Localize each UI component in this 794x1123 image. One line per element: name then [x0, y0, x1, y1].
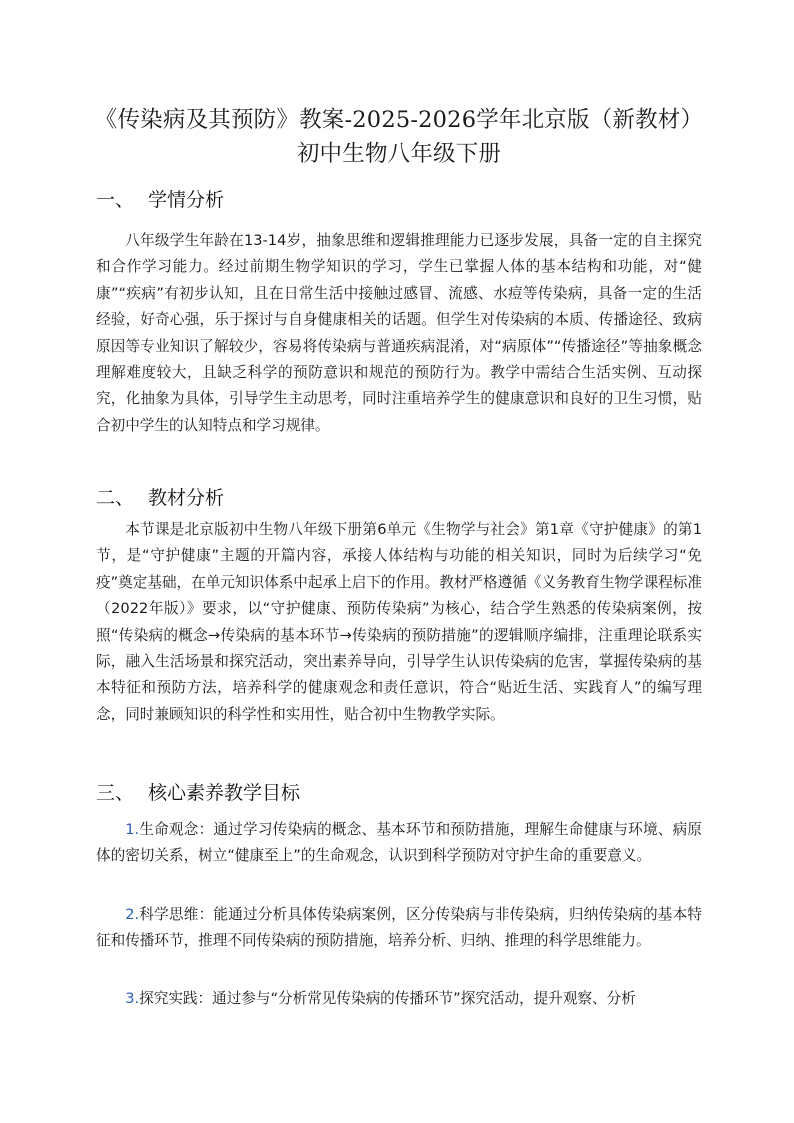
section-heading-3	[96, 781, 300, 805]
section-title: 教材分析	[148, 487, 225, 509]
objective-text: 生命观念：通过学习传染病的概念、基本环节和预防措施，理解生命健康与环境、病原体的密切关系，树立“健康至上”的生命观念，认识到科学预防对守护生命的重要意义。	[96, 821, 702, 865]
section-number: 三、	[96, 782, 135, 804]
objective-text: 探究实践：通过参与“分析常见传染病的传播环节”探究活动，提升观察、分析	[139, 990, 636, 1007]
objective-item-1	[96, 817, 702, 870]
objective-number: 2.	[125, 906, 140, 923]
objective-number: 3.	[125, 990, 140, 1007]
paragraph-textbook-analysis: 本节课是北京版初中生物八年级下册第6单元《生物学与社会》第1章《守护健康》的第1节，是“守护健康”主题的开篇内容，承接人体结构与功能的相关知识，同时为后续学习“免疫”奠定基础，在单元知识体系中起承上启下的作用。教材严格遵循《义务教育生物学课程标准（2022年版）》要求，以“守护健康、预防传染病”为核心，结合学生熟悉的传染病案例，按照“传染病的概念→传染病的基本环节→传染病的预防措施”的逻辑顺序编排，注重理论联系实际，融入生活场景和探究活动，突出素养导向，引导学生认识传染病的危害，掌握传染病的基本特征和预防方法，培养科学的健康观念和责任意识，符合“贴近生活、实践育人”的编写理念，同时兼顾知识的科学性和实用性，贴合初中生物教学实际。	[96, 521, 702, 723]
objective-text: 科学思维：能通过分析具体传染病案例，区分传染病与非传染病，归纳传染病的基本特征和传播环节，推理不同传染病的预防措施，培养分析、归纳、推理的科学思维能力。	[96, 906, 702, 950]
section-number: 一、	[96, 189, 135, 211]
document-title: 《传染病及其预防》教案-2025-2026学年北京版（新教材）初中生物八年级下册	[94, 107, 704, 167]
section-title: 学情分析	[148, 189, 225, 211]
objective-item-3	[96, 986, 702, 1012]
objective-item-2	[96, 902, 702, 955]
section-number: 二、	[96, 487, 135, 509]
objective-number: 1.	[125, 821, 140, 838]
section-title: 核心素养教学目标	[148, 782, 301, 804]
section-heading-2	[96, 486, 224, 510]
document-page	[96, 0, 702, 1123]
paragraph-learning-analysis: 八年级学生年龄在13-14岁，抽象思维和逻辑推理能力已逐步发展，具备一定的自主探究和合作学习能力。经过前期生物学知识的学习，学生已掌握人体的基本结构和功能，对“健康”“疾病”有初步认知，且在日常生活中接触过感冒、流感、水痘等传染病，具备一定的生活经验，好奇心强，乐于探讨与自身健康相关的话题。但学生对传染病的本质、传播途径、致病原因等专业知识了解较少，容易将传染病与普通疾病混淆，对“病原体”“传播途径”等抽象概念理解难度较大，且缺乏科学的预防意识和规范的预防行为。教学中需结合生活实例、互动探究，化抽象为具体，引导学生主动思考，同时注重培养学生的健康意识和良好的卫生习惯，贴合初中学生的认知特点和学习规律。	[96, 232, 702, 434]
section-heading-1	[96, 188, 224, 212]
